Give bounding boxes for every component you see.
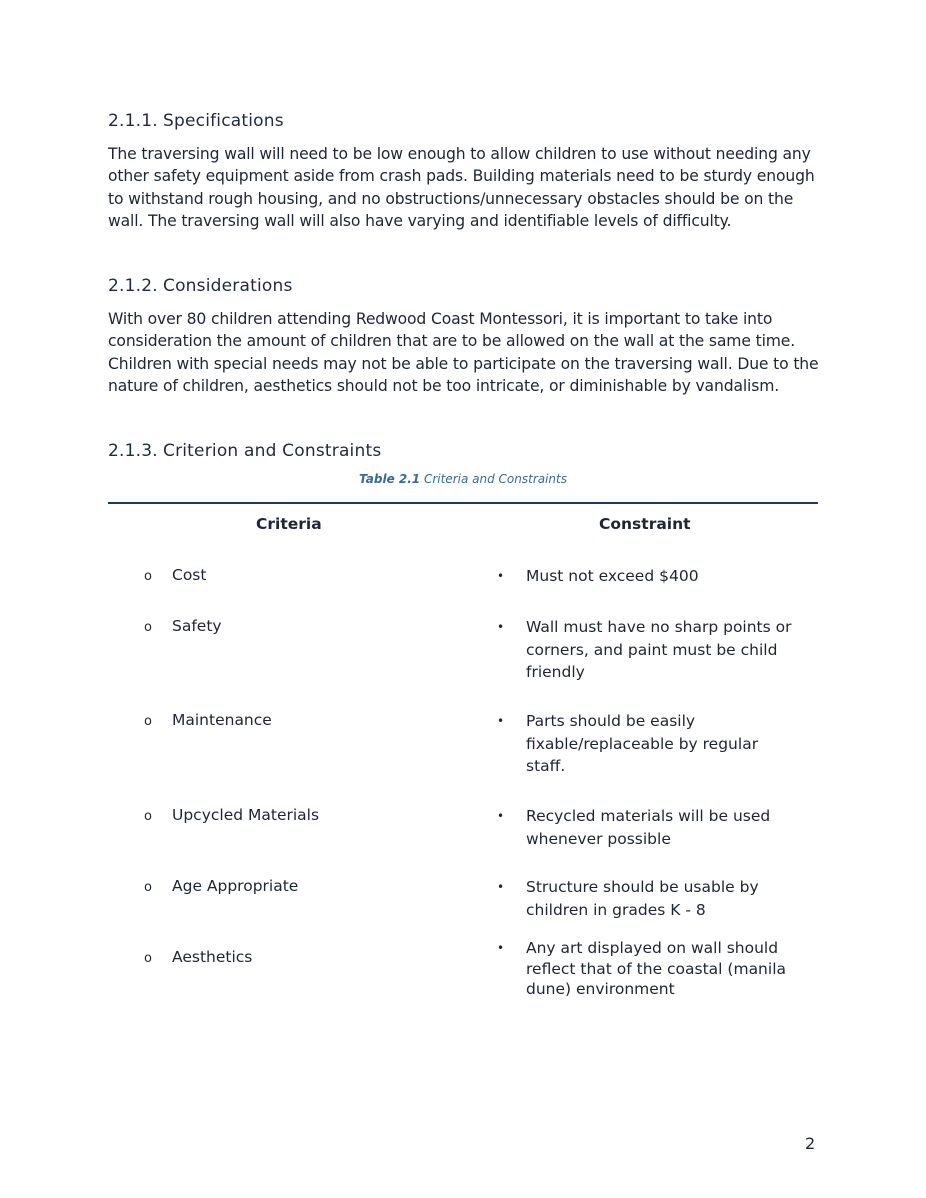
table-caption — [0, 472, 926, 486]
constraint-item — [497, 876, 797, 921]
criteria-item — [144, 806, 319, 824]
section-number: 2.1.3. — [108, 441, 158, 461]
constraint-item — [497, 616, 797, 684]
circle-bullet-icon: o — [144, 569, 152, 584]
bullet-icon: • — [497, 941, 505, 955]
circle-bullet-icon: o — [144, 951, 152, 966]
section-number: 2.1.2. — [108, 276, 158, 296]
specifications-paragraph: The traversing wall will need to be low enough to allow children to use without needing any other safety equipment aside from crash pads. Building materials need to be sturdy enough to withstand rough housing, and no obstructions/unnecessary obstacles should be on the wall. The traversing wall will also have varying and identifiable levels of difficulty. — [108, 145, 815, 230]
criteria-text: Cost — [172, 566, 207, 584]
criteria-item — [144, 711, 272, 729]
circle-bullet-icon: o — [144, 620, 152, 635]
section-title: Considerations — [163, 276, 293, 296]
constraint-text: Structure should be usable by children in grades K - 8 — [526, 878, 759, 919]
table-top-rule — [108, 502, 818, 504]
bullet-icon: • — [497, 714, 505, 728]
constraint-item — [497, 938, 797, 1000]
column-header-constraint: Constraint — [599, 515, 691, 533]
criteria-text: Age Appropriate — [172, 877, 299, 895]
section-number: 2.1.1. — [108, 111, 158, 131]
bullet-icon: • — [497, 569, 505, 583]
criteria-item — [144, 948, 252, 966]
constraint-item — [497, 565, 797, 588]
constraint-text: Parts should be easily fixable/replaceable by regular staff. — [526, 712, 759, 775]
constraint-text: Must not exceed $400 — [526, 567, 699, 585]
criteria-item — [144, 877, 298, 895]
constraint-text: Wall must have no sharp points or corners, and paint must be child friendly — [526, 618, 792, 681]
criteria-item — [144, 566, 206, 584]
section-title: Criterion and Constraints — [163, 441, 382, 461]
bullet-icon: • — [497, 809, 505, 823]
section-heading-specifications — [108, 111, 284, 131]
constraint-item — [497, 805, 797, 850]
constraint-text: Recycled materials will be used whenever possible — [526, 807, 771, 848]
circle-bullet-icon: o — [144, 714, 152, 729]
table-caption-text: Criteria and Constraints — [423, 472, 567, 486]
criteria-text: Upcycled Materials — [172, 806, 320, 824]
bullet-icon: • — [497, 620, 505, 634]
constraint-item — [497, 710, 797, 778]
criteria-text: Aesthetics — [172, 948, 253, 966]
bullet-icon: • — [497, 880, 505, 894]
considerations-paragraph: With over 80 children attending Redwood Coast Montessori, it is important to take into consideration the amount of children that are to be allowed on the wall at the same time. Children with special needs may not be able to participate on the traversing wall. Due to the nature of children, aesthetics should not be too intricate, or diminishable by vandalism. — [108, 310, 819, 395]
page-number: 2 — [805, 1134, 816, 1153]
circle-bullet-icon: o — [144, 809, 152, 824]
table-caption-label: Table 2.1 — [359, 472, 421, 486]
criteria-text: Safety — [172, 617, 222, 635]
circle-bullet-icon: o — [144, 880, 152, 895]
criteria-item — [144, 617, 222, 635]
section-heading-criterion-constraints — [108, 441, 381, 461]
column-header-criteria: Criteria — [256, 515, 322, 533]
section-title: Specifications — [163, 111, 284, 131]
criteria-text: Maintenance — [172, 711, 272, 729]
constraint-text: Any art displayed on wall should reflect that of the coastal (manila dune) environment — [526, 939, 786, 998]
section-heading-considerations — [108, 276, 293, 296]
